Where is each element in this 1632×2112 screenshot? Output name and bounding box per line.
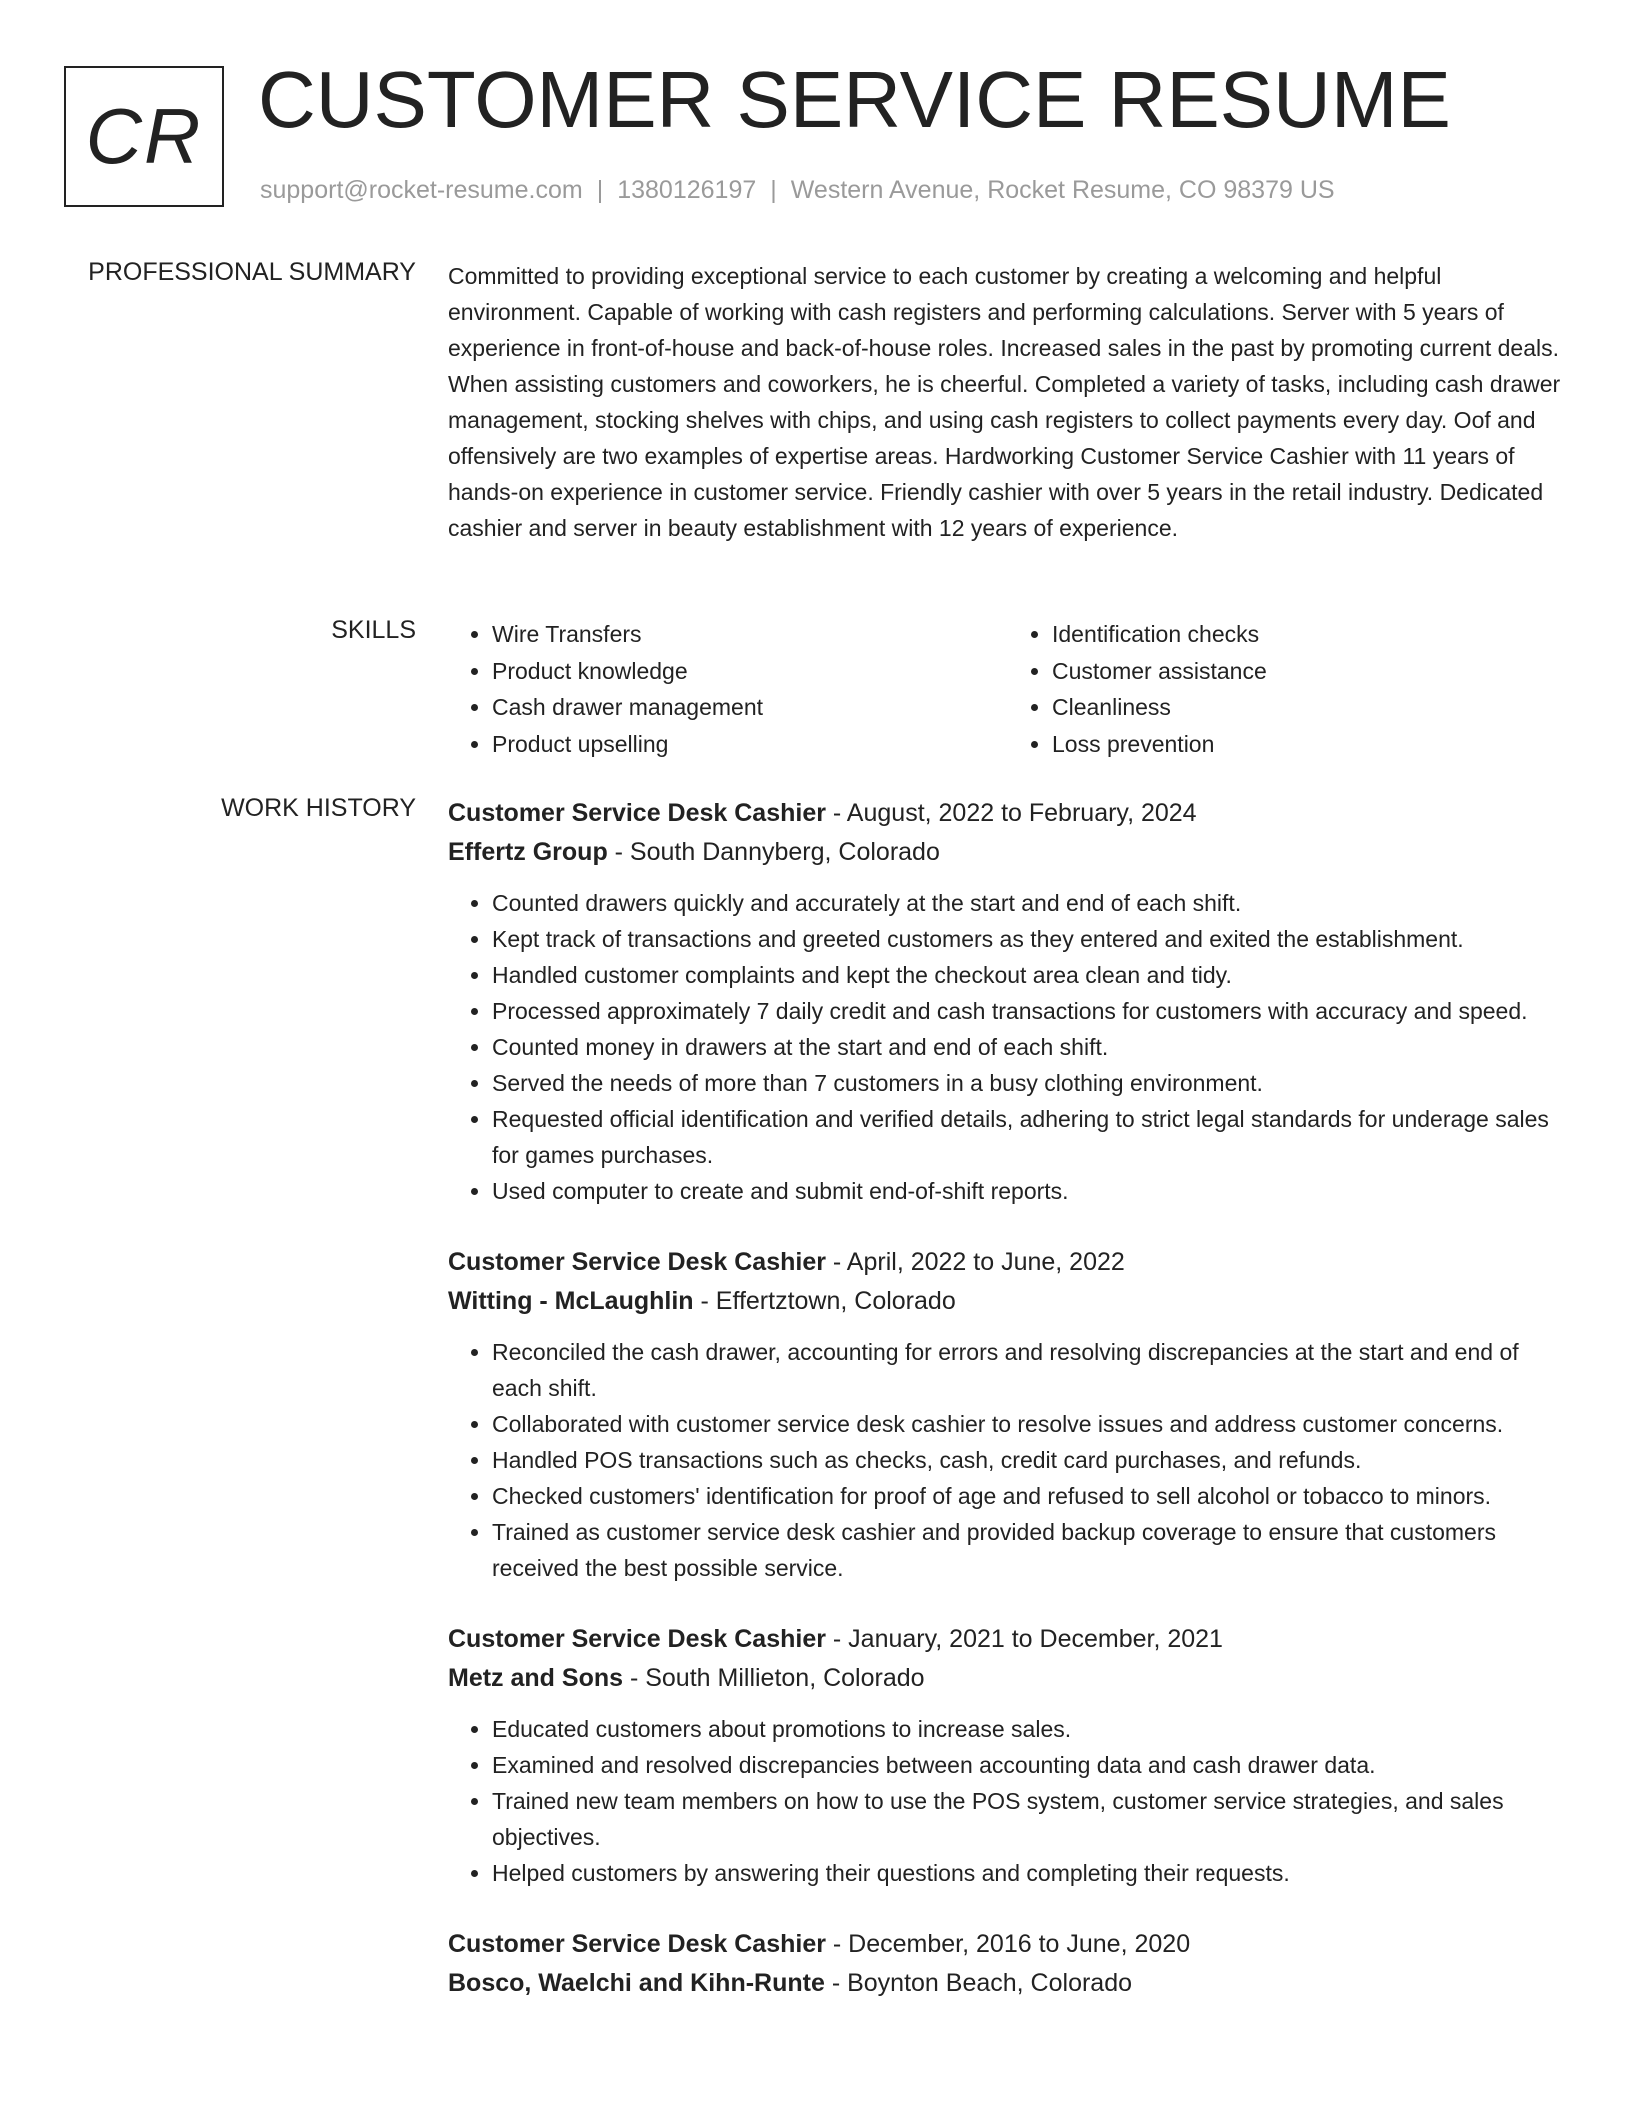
- job-employer-line: [448, 1282, 1568, 1321]
- contact-phone: 1380126197: [617, 176, 757, 204]
- job-duty: • Trained as customer service desk cashier and provided backup coverage to ensure that customers received the best possible service.: [492, 1514, 1568, 1586]
- job-dates: - January, 2021 to December, 2021: [825, 1625, 1223, 1653]
- contact-separator: |: [770, 176, 777, 204]
- job-duty: • Used computer to create and submit end-of-shift reports.: [492, 1173, 1568, 1209]
- job-duties-list: [448, 885, 1568, 1209]
- job-duty: • Trained new team members on how to use the POS system, customer service strategies, and sales objectives.: [492, 1783, 1568, 1855]
- job-entry: [448, 794, 1568, 1209]
- skill-item: • Product knowledge: [492, 653, 1008, 690]
- job-title-line: [448, 1620, 1568, 1659]
- job-entry: [448, 1243, 1568, 1586]
- job-title: Customer Service Desk Cashier: [448, 1625, 826, 1653]
- job-title-line: [448, 1925, 1568, 1964]
- resume-title: CUSTOMER SERVICE RESUME: [258, 55, 1451, 144]
- job-dates: - April, 2022 to June, 2022: [825, 1248, 1125, 1276]
- job-duty: • Handled customer complaints and kept the checkout area clean and tidy.: [492, 957, 1568, 993]
- job-location: - Effertztown, Colorado: [693, 1287, 956, 1315]
- job-duty: • Educated customers about promotions to increase sales.: [492, 1711, 1568, 1747]
- job-duty: • Kept track of transactions and greeted customers as they entered and exited the establishment.: [492, 921, 1568, 957]
- job-duty: • Reconciled the cash drawer, accounting for errors and resolving discrepancies at the start and end of each shift.: [492, 1334, 1568, 1406]
- job-title: Customer Service Desk Cashier: [448, 799, 826, 827]
- job-location: - South Millieton, Colorado: [623, 1664, 925, 1692]
- job-duty: • Checked customers' identification for proof of age and refused to sell alcohol or tobacco to minors.: [492, 1478, 1568, 1514]
- job-entry: [448, 1620, 1568, 1891]
- summary-text: Committed to providing exceptional service to each customer by creating a welcoming and helpful environment. Capable of working with cash registers and performing calculations. Server with 5 years of experience in front-of-house and back-of-house roles. Increased sales in the past by promoting current deals. When assisting customers and coworkers, he is cheerful. Completed a variety of tasks, including cash drawer management, stocking shelves with chips, and using cash registers to collect payments every day. Oof and offensively are two examples of expertise areas. Hardworking Customer Service Cashier with 11 years of hands-on experience in customer service. Friendly cashier with over 5 years in the retail industry. Dedicated cashier and server in beauty establishment with 12 years of experience.: [448, 263, 1561, 541]
- skills-heading: SKILLS: [331, 616, 416, 644]
- skills-list-left: [448, 616, 1008, 762]
- job-dates: - December, 2016 to June, 2020: [825, 1930, 1191, 1958]
- job-location: - Boynton Beach, Colorado: [824, 1969, 1133, 1997]
- job-duties-list: [448, 1711, 1568, 1891]
- skill-item: • Product upselling: [492, 726, 1008, 763]
- job-duty: • Helped customers by answering their questions and completing their requests.: [492, 1855, 1568, 1891]
- job-title-line: [448, 794, 1568, 833]
- job-employer: Witting - McLaughlin: [448, 1287, 694, 1315]
- contact-email[interactable]: support@rocket-resume.com: [260, 176, 583, 204]
- contact-address: Western Avenue, Rocket Resume, CO 98379 US: [790, 176, 1335, 204]
- skill-item: • Wire Transfers: [492, 616, 1008, 653]
- job-entry: [448, 1925, 1568, 2003]
- job-title: Customer Service Desk Cashier: [448, 1930, 826, 1958]
- job-duty: • Counted drawers quickly and accurately at the start and end of each shift.: [492, 885, 1568, 921]
- job-title: Customer Service Desk Cashier: [448, 1248, 826, 1276]
- monogram-logo: CR: [64, 66, 224, 207]
- job-title-line: [448, 1243, 1568, 1282]
- job-duty: • Collaborated with customer service desk cashier to resolve issues and address customer concerns.: [492, 1406, 1568, 1442]
- skills-list-right: [1008, 616, 1568, 762]
- job-employer-line: [448, 1659, 1568, 1698]
- job-location: - South Dannyberg, Colorado: [607, 838, 940, 866]
- job-employer: Metz and Sons: [448, 1664, 624, 1692]
- skill-item: • Cash drawer management: [492, 689, 1008, 726]
- skill-item: • Cleanliness: [1052, 689, 1568, 726]
- job-employer-line: [448, 1964, 1568, 2003]
- job-duties-list: [448, 1334, 1568, 1586]
- job-employer: Bosco, Waelchi and Kihn-Runte: [448, 1969, 825, 1997]
- job-dates: - August, 2022 to February, 2024: [825, 799, 1197, 827]
- job-duty: • Processed approximately 7 daily credit and cash transactions for customers with accuracy and speed.: [492, 993, 1568, 1029]
- skill-item: • Identification checks: [1052, 616, 1568, 653]
- skill-item: • Customer assistance: [1052, 653, 1568, 690]
- job-duty: • Counted money in drawers at the start and end of each shift.: [492, 1029, 1568, 1065]
- contact-line: [260, 176, 1335, 205]
- job-duty: • Examined and resolved discrepancies between accounting data and cash drawer data.: [492, 1747, 1568, 1783]
- job-duty: • Served the needs of more than 7 customers in a busy clothing environment.: [492, 1065, 1568, 1101]
- job-employer-line: [448, 833, 1568, 872]
- skill-item: • Loss prevention: [1052, 726, 1568, 763]
- contact-separator: |: [596, 176, 604, 204]
- job-duty: • Requested official identification and verified details, adhering to strict legal standards for underage sales for games purchases.: [492, 1101, 1568, 1173]
- job-employer: Effertz Group: [448, 838, 608, 866]
- work-history-heading: WORK HISTORY: [221, 794, 416, 822]
- job-duty: • Handled POS transactions such as checks, cash, credit card purchases, and refunds.: [492, 1442, 1568, 1478]
- summary-heading: PROFESSIONAL SUMMARY: [88, 258, 416, 286]
